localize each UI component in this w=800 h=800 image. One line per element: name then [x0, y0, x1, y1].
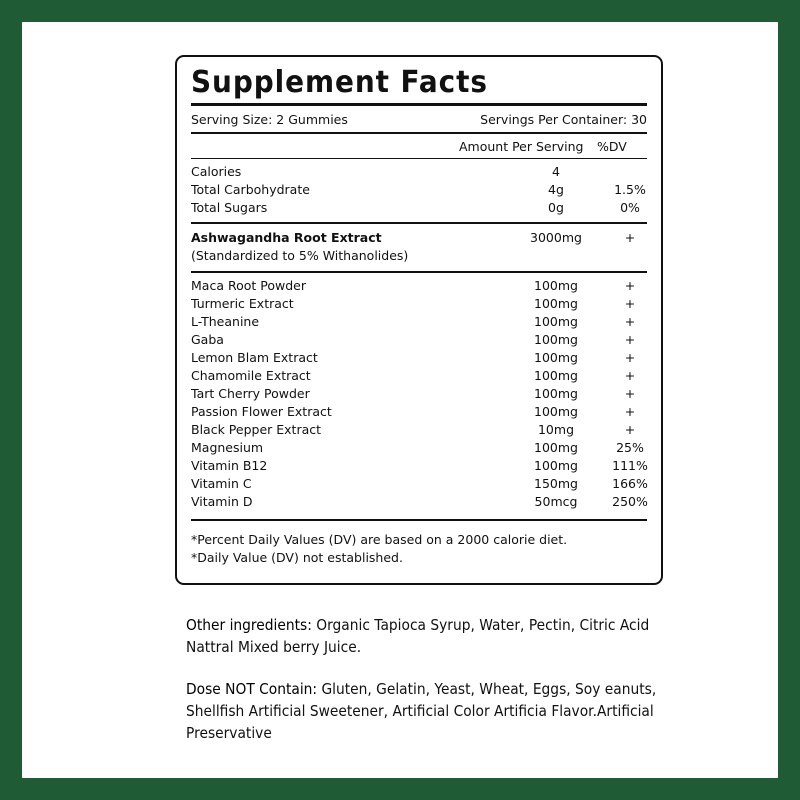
nutrient-dv: + — [624, 386, 636, 401]
nutrient-row — [191, 200, 647, 218]
nutrient-name: Black Pepper Extract — [191, 422, 322, 437]
nutrient-dv: + — [624, 350, 636, 365]
nutrient-name: Magnesium — [191, 440, 264, 455]
nutrient-amount: 100mg — [534, 332, 578, 347]
dv-header: %DV — [597, 139, 627, 154]
featured-amount: 3000mg — [530, 230, 582, 245]
nutrient-name: Total Carbohydrate — [191, 182, 310, 197]
featured-dv: + — [624, 230, 636, 245]
nutrient-name: Lemon Blam Extract — [191, 350, 318, 365]
label-panel — [22, 22, 778, 778]
featured-sub: (Standardized to 5% Withanolides) — [191, 248, 409, 263]
featured-rule — [191, 271, 647, 273]
nutrient-amount: 100mg — [534, 368, 578, 383]
nutrient-name: Vitamin C — [191, 476, 252, 491]
nutrient-dv: + — [624, 278, 636, 293]
nutrient-name: Vitamin D — [191, 494, 253, 509]
nutrient-amount: 50mcg — [534, 494, 578, 509]
nutrient-amount: 0g — [548, 200, 564, 215]
nutrient-dv: + — [624, 368, 636, 383]
nutrient-name: Maca Root Powder — [191, 278, 306, 293]
footnote-dv-basis: *Percent Daily Values (DV) are based on a 2000 calorie diet. — [191, 532, 568, 547]
nutrient-amount: 10mg — [537, 422, 575, 437]
nutrient-amount: 100mg — [534, 404, 578, 419]
other-ingredients-label: Other ingredients: — [186, 616, 312, 634]
nutrient-row — [191, 440, 647, 458]
facts-title: Supplement Facts — [191, 65, 488, 100]
nutrient-dv: 166% — [612, 476, 648, 491]
amount-per-serving-header: Amount Per Serving — [459, 139, 584, 154]
nutrient-row — [191, 164, 647, 182]
nutrient-name: Chamomile Extract — [191, 368, 311, 383]
ingredients-rule — [191, 519, 647, 521]
footnote-dv-not-established: *Daily Value (DV) not established. — [191, 550, 403, 565]
nutrient-row — [191, 476, 647, 494]
nutrient-row — [191, 458, 647, 476]
nutrient-dv: + — [624, 422, 636, 437]
nutrient-amount: 100mg — [534, 314, 578, 329]
does-not-contain — [186, 678, 683, 744]
nutrient-amount: 100mg — [534, 278, 578, 293]
nutrient-dv: 1.5% — [614, 182, 646, 197]
basic-rule — [191, 222, 647, 224]
nutrient-name: Passion Flower Extract — [191, 404, 332, 419]
nutrient-row — [191, 278, 647, 296]
nutrient-amount: 100mg — [534, 386, 578, 401]
nutrient-row — [191, 386, 647, 404]
nutrient-row — [191, 368, 647, 386]
nutrient-amount: 100mg — [534, 440, 578, 455]
nutrient-name: Vitamin B12 — [191, 458, 268, 473]
nutrient-dv: 25% — [616, 440, 644, 455]
nutrient-name: L-Theanine — [191, 314, 260, 329]
nutrient-amount: 100mg — [534, 296, 578, 311]
nutrient-row — [191, 350, 647, 368]
nutrient-name: Turmeric Extract — [191, 296, 294, 311]
nutrient-amount: 100mg — [534, 458, 578, 473]
nutrient-name: Calories — [191, 164, 242, 179]
nutrient-dv: 0% — [620, 200, 640, 215]
nutrient-dv: + — [624, 296, 636, 311]
header-rule — [191, 158, 647, 159]
nutrient-dv: 111% — [612, 458, 648, 473]
title-rule — [191, 103, 647, 106]
nutrient-row — [191, 314, 647, 332]
supplement-facts-box — [175, 55, 663, 585]
nutrient-amount: 100mg — [534, 350, 578, 365]
nutrient-dv: + — [624, 404, 636, 419]
nutrient-dv: + — [624, 314, 636, 329]
nutrient-amount: 150mg — [534, 476, 578, 491]
nutrient-amount: 4g — [548, 182, 564, 197]
nutrient-name: Gaba — [191, 332, 224, 347]
other-ingredients-text: Organic Tapioca Syrup, Water, Pectin, Citric Acid Nattral Mixed berry Juice. — [186, 616, 650, 656]
nutrient-name: Tart Cherry Powder — [191, 386, 310, 401]
nutrient-dv: 250% — [612, 494, 648, 509]
nutrient-dv: + — [624, 332, 636, 347]
nutrient-row — [191, 404, 647, 422]
other-ingredients — [186, 614, 683, 658]
does-not-contain-label: Dose NOT Contain: — [186, 680, 318, 698]
serving-rule — [191, 132, 647, 134]
nutrient-row — [191, 422, 647, 440]
nutrient-row — [191, 182, 647, 200]
does-not-contain-text: Gluten, Gelatin, Yeast, Wheat, Eggs, Soy eanuts, Shellfish Artificial Sweetener, Artificial Color Artificia Flavor.Artificial Preservative — [186, 680, 657, 742]
servings-per-container: Servings Per Container: 30 — [480, 112, 647, 127]
nutrient-amount: 4 — [552, 164, 560, 179]
serving-size: Serving Size: 2 Gummies — [191, 112, 348, 127]
nutrient-row — [191, 494, 647, 512]
nutrient-row — [191, 332, 647, 350]
nutrient-name: Total Sugars — [191, 200, 268, 215]
nutrient-row — [191, 296, 647, 314]
featured-name: Ashwagandha Root Extract — [191, 230, 382, 245]
